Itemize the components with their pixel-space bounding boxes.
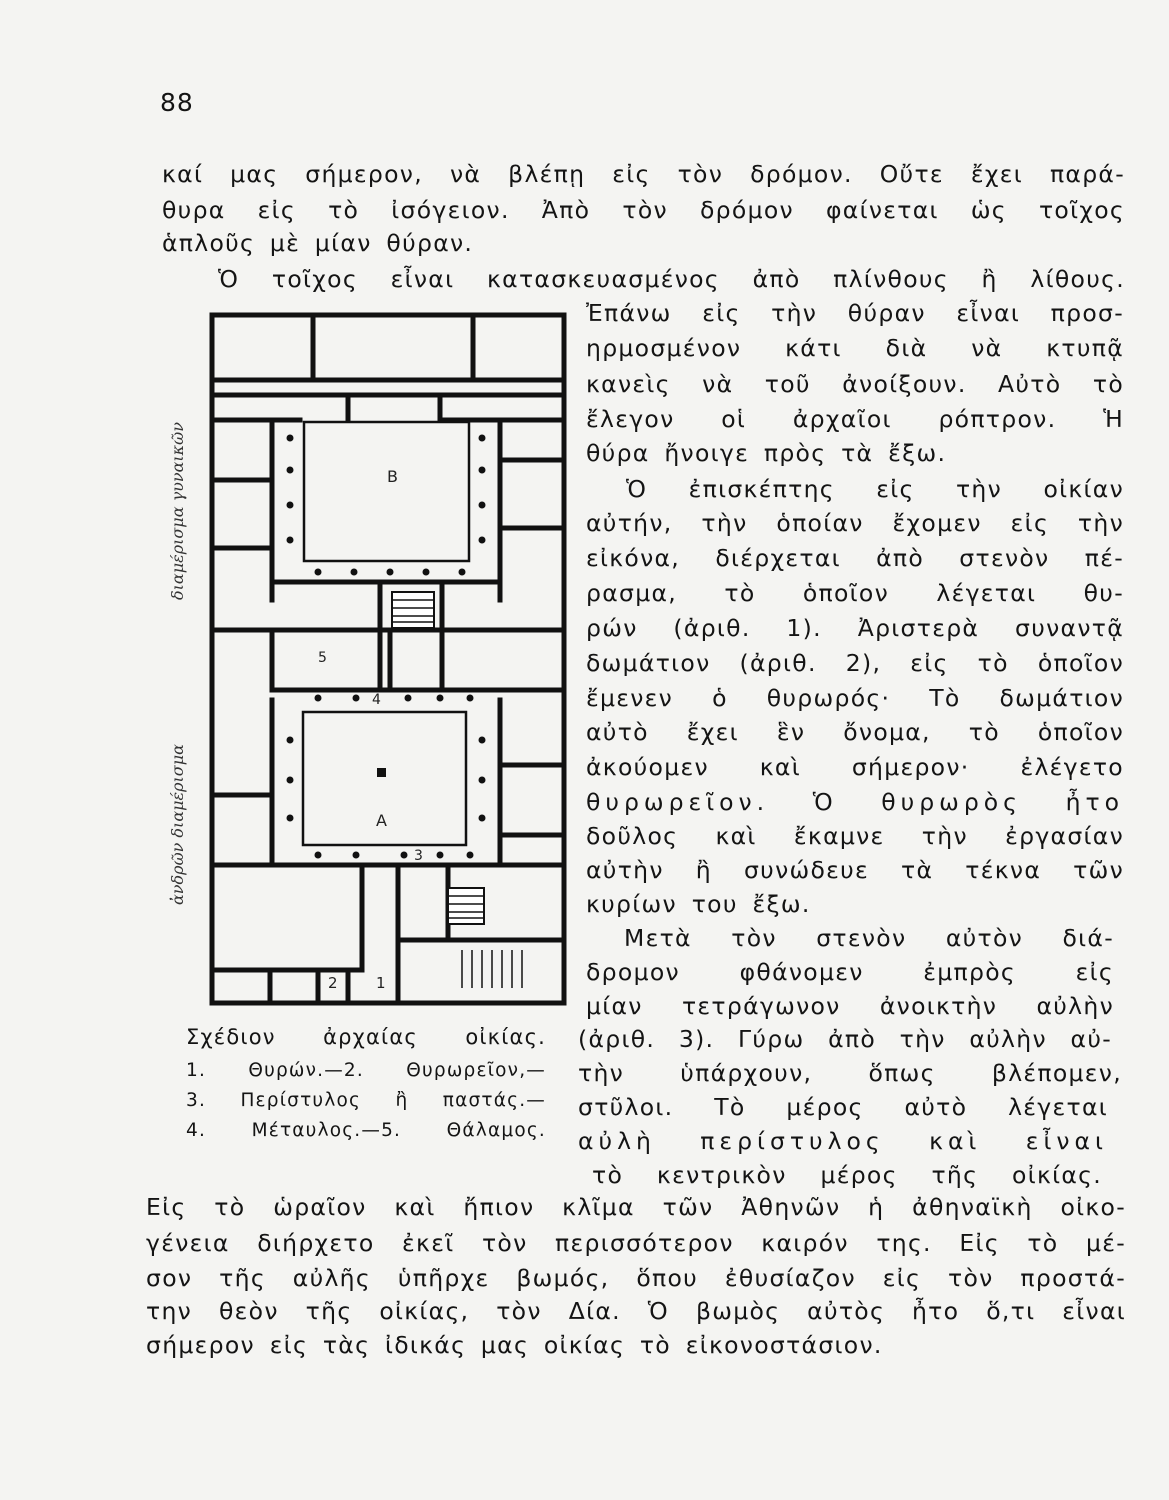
house-floor-plan — [150, 305, 580, 1015]
text-line: θυρωρεῖον. Ὁ θυρωρὸς ἦτο — [586, 788, 1124, 816]
plan-label-2: 2 — [328, 974, 338, 992]
text-line: αὐτὸ ἔχει ἓν ὄνομα, τὸ ὁποῖον — [586, 718, 1124, 746]
text-line: μίαν τετράγωνον ἀνοικτὴν αὐλὴν — [586, 992, 1114, 1020]
text-line: αὐτὴν ἢ συνώδευε τὰ τέκνα τῶν — [586, 856, 1124, 884]
text-line: εἰκόνα, διέρχεται ἀπὸ στενὸν πέ- — [586, 544, 1124, 572]
figure-caption-line: 3. Περίστυλος ἢ παστάς.— — [186, 1090, 546, 1111]
text-line: ἔμενεν ὁ θυρωρός· Τὸ δωμάτιον — [586, 684, 1124, 712]
text-line: ρών (ἀριθ. 1). Ἀριστερὰ συναντᾷ — [586, 614, 1124, 642]
text-line: αὐτήν, τὴν ὁποίαν ἔχομεν εἰς τὴν — [586, 509, 1124, 537]
text-line: θύρα ἤνοιγε πρὸς τὰ ἔξω. — [586, 439, 947, 467]
text-line: καί μας σήμερον, νὰ βλέπῃ εἰς τὸν δρόμον. Οὔτε ἔχει παρά- — [162, 160, 1125, 188]
figure-caption-line: 4. Μέταυλος.—5. Θάλαμος. — [186, 1120, 546, 1141]
text-line: σήμερον εἰς τὰς ἰδικάς μας οἰκίας τὸ εἰκονοστάσιον. — [146, 1331, 883, 1359]
text-line: Ὁ τοῖχος εἶναι κατασκευασμένος ἀπὸ πλίνθους ἢ λίθους. — [218, 265, 1125, 293]
text-line: δωμάτιον (ἀριθ. 2), εἰς τὸ ὁποῖον — [586, 649, 1124, 677]
altar — [377, 768, 386, 777]
plan-label-1: 1 — [376, 974, 386, 992]
text-line: Μετὰ τὸν στενὸν αὐτὸν διά- — [624, 924, 1114, 952]
text-line: ἁπλοῦς μὲ μίαν θύραν. — [162, 229, 474, 257]
text-line: σον τῆς αὐλῆς ὑπῆρχε βωμός, ὅπου ἐθυσίαζον εἰς τὸν προστά- — [146, 1264, 1126, 1292]
text-line: ἔλεγον οἱ ἀρχαῖοι ρόπτρον. Ἡ — [586, 405, 1124, 433]
text-line: αὐλὴ περίστυλος καὶ εἶναι — [578, 1127, 1108, 1155]
text-line: θυρα εἰς τὸ ἰσόγειον. Ἀπὸ τὸν δρόμον φαίνεται ὡς τοῖχος — [162, 196, 1125, 224]
text-line: τὸ κεντρικὸν μέρος τῆς οἰκίας. — [592, 1161, 1102, 1189]
plan-label-3: 3 — [414, 848, 423, 864]
text-line: κυρίων του ἔξω. — [586, 890, 811, 918]
figure-caption-line: 1. Θυρών.—2. Θυρωρεῖον,— — [186, 1060, 546, 1081]
side-label-upper: διαμέρισμα γυναικῶν — [168, 422, 187, 600]
text-line: στῦλοι. Τὸ μέρος αὐτὸ λέγεται — [578, 1093, 1108, 1121]
plan-label-4: 4 — [372, 692, 381, 708]
text-line: δρομον φθάνομεν ἐμπρὸς εἰς — [586, 958, 1114, 986]
text-line: γένεια διήρχετο ἐκεῖ τὸν περισσότερον καιρόν της. Εἰς τὸ μέ- — [146, 1229, 1126, 1257]
text-line: δοῦλος καὶ ἔκαμνε τὴν ἐργασίαν — [586, 822, 1124, 850]
peristyle-courtyard-b — [304, 422, 469, 561]
side-label-lower: ἀνδρῶν διαμέρισμα — [168, 744, 187, 905]
text-line: ἀκούομεν καὶ σήμερον· ἐλέγετο — [586, 753, 1124, 781]
text-line: ρασμα, τὸ ὁποῖον λέγεται θυ- — [586, 579, 1124, 607]
plan-label-a: Α — [376, 811, 387, 830]
page-number: 88 — [160, 88, 194, 117]
plan-label-b: Β — [387, 467, 398, 486]
text-line: Ἐπάνω εἰς τὴν θύραν εἶναι προσ- — [586, 299, 1124, 327]
text-line: (ἀριθ. 3). Γύρω ἀπὸ τὴν αὐλὴν αὐ- — [578, 1025, 1112, 1053]
text-line: ηρμοσμένον κάτι διὰ νὰ κτυπᾷ — [586, 334, 1124, 362]
text-line: Ὁ ἐπισκέπτης εἰς τὴν οἰκίαν — [626, 475, 1124, 503]
text-line: Εἰς τὸ ὡραῖον καὶ ἤπιον κλῖμα τῶν Ἀθηνῶν ἡ ἀθηναϊκὴ οἰκο- — [146, 1193, 1126, 1221]
text-line: την θεὸν τῆς οἰκίας, τὸν Δία. Ὁ βωμὸς αὐτὸς ἦτο ὅ,τι εἶναι — [146, 1297, 1126, 1325]
text-line: κανεὶς νὰ τοῦ ἀνοίξουν. Αὐτὸ τὸ — [586, 370, 1124, 398]
plan-label-5: 5 — [318, 650, 327, 666]
figure-caption-title: Σχέδιον ἀρχαίας οἰκίας. — [186, 1025, 546, 1049]
text-line: τὴν ὑπάρχουν, ὅπως βλέπομεν, — [578, 1059, 1122, 1087]
